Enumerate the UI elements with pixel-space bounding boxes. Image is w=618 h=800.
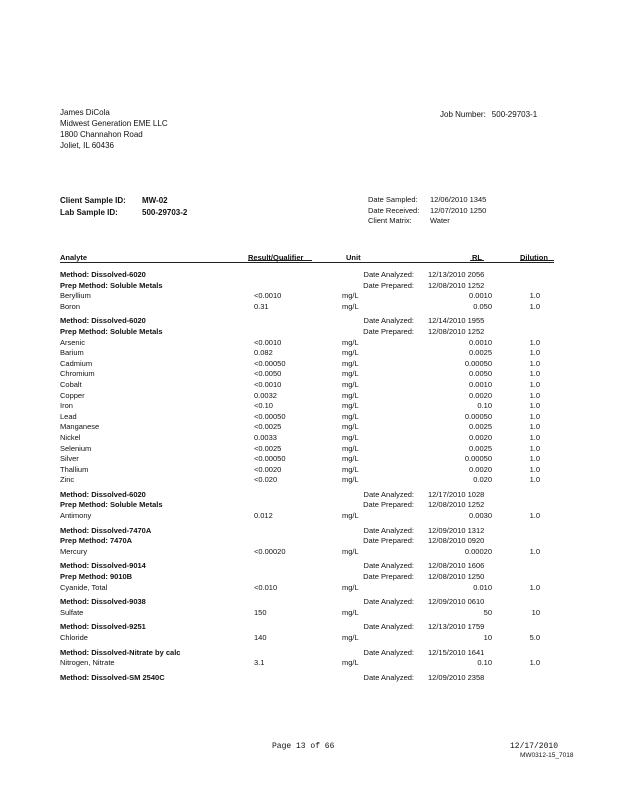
unit-value: mg/L [342, 464, 359, 474]
table-row [0, 547, 618, 558]
client-sample-label: Client Sample ID: [60, 196, 126, 205]
rl-value: 0.00050 [464, 411, 492, 421]
method-name: Method: Dissolved-SM 2540C [60, 672, 165, 682]
client-address-block [60, 107, 168, 151]
lab-sample-value: 500-29703-2 [142, 208, 188, 217]
analyte-name: Antimony [60, 511, 92, 521]
unit-value: mg/L [342, 422, 359, 432]
result-value: <0.00020 [254, 546, 286, 556]
rl-value: 0.0050 [469, 369, 492, 379]
table-row [0, 608, 618, 619]
table-row [0, 475, 618, 486]
date-analyzed-label: Date Analyzed: [363, 270, 414, 279]
unit-value: mg/L [342, 337, 359, 347]
date-analyzed-label: Date Analyzed: [363, 647, 414, 657]
date-analyzed-label: Date Analyzed: [363, 561, 414, 571]
method-section [0, 561, 618, 597]
unit-value: mg/L [342, 301, 359, 311]
result-value: <0.020 [254, 475, 278, 485]
method-section [0, 673, 618, 688]
analyte-name: Mercury [60, 546, 88, 556]
dilution-value: 1.0 [529, 291, 540, 301]
analyte-name: Nitrogen, Nitrate [60, 658, 115, 668]
rl-value: 0.10 [477, 401, 492, 411]
unit-value: mg/L [342, 390, 359, 400]
header-underline-result [248, 260, 312, 261]
table-row [0, 359, 618, 370]
table-row [0, 454, 618, 465]
method-row [0, 490, 618, 501]
analyte-name: Chromium [60, 369, 95, 379]
result-value: <0.0020 [254, 464, 282, 474]
prep-method-name: Prep Method: Soluble Metals [60, 280, 163, 290]
table-row [0, 391, 618, 402]
table-row [0, 465, 618, 476]
column-header-unit: Unit [346, 253, 361, 262]
analyte-name: Sulfate [60, 607, 84, 617]
result-value: 3.1 [254, 658, 265, 668]
date-prepared-value: 12/08/2010 1252 [428, 280, 485, 290]
prep-method-name: Prep Method: Soluble Metals [60, 326, 163, 336]
column-header-analyte: Analyte [60, 253, 88, 262]
unit-value: mg/L [342, 401, 359, 411]
method-name: Method: Dissolved-Nitrate by calc [60, 647, 181, 657]
dilution-value: 1.0 [529, 358, 540, 368]
result-value: <0.10 [254, 401, 273, 411]
rl-value: 0.0020 [469, 464, 492, 474]
rl-value: 0.0010 [469, 337, 492, 347]
method-section [0, 597, 618, 622]
dilution-value: 1.0 [529, 432, 540, 442]
date-analyzed-label: Date Analyzed: [363, 622, 414, 632]
analyte-name: Selenium [60, 443, 92, 453]
unit-value: mg/L [342, 607, 359, 617]
method-row [0, 622, 618, 633]
date-analyzed-value: 12/08/2010 1606 [428, 561, 485, 571]
table-row [0, 444, 618, 455]
column-header-rl: RL [472, 253, 482, 262]
date-prepared-value: 12/08/2010 1252 [428, 500, 485, 510]
method-row [0, 597, 618, 608]
result-value: <0.0010 [254, 337, 282, 347]
result-value: 140 [254, 633, 267, 642]
document-stamp: MW0312-15_7018 [520, 752, 574, 759]
dilution-value: 1.0 [529, 369, 540, 379]
prep-method-name: Prep Method: 7470A [60, 536, 133, 546]
dilution-value: 1.0 [529, 582, 540, 592]
method-section [0, 526, 618, 562]
street-address: 1800 Channahon Road [60, 130, 143, 139]
rl-value: 0.0020 [469, 432, 492, 442]
result-value: 0.0033 [254, 432, 277, 442]
analyte-name: Cyanide, Total [60, 582, 108, 592]
result-value: <0.0025 [254, 422, 282, 432]
date-analyzed-value: 12/09/2010 1312 [428, 525, 485, 535]
result-value: <0.0010 [254, 379, 282, 389]
unit-value: mg/L [342, 582, 359, 592]
date-analyzed-label: Date Analyzed: [363, 316, 414, 326]
date-analyzed-value: 12/09/2010 0610 [428, 597, 485, 607]
method-section [0, 316, 618, 490]
section-gap [0, 683, 618, 687]
method-section [0, 622, 618, 647]
date-prepared-label: Date Prepared: [363, 572, 414, 582]
unit-value: mg/L [342, 658, 359, 668]
analyte-name: Chloride [60, 633, 88, 642]
sample-ids [60, 195, 187, 219]
date-analyzed-label: Date Analyzed: [363, 672, 414, 682]
dilution-value: 10 [531, 607, 540, 617]
result-value: 0.31 [254, 301, 269, 311]
rl-value: 0.10 [477, 658, 492, 668]
dilution-value: 1.0 [529, 379, 540, 389]
method-name: Method: Dissolved-9251 [60, 622, 146, 632]
unit-value: mg/L [342, 633, 359, 642]
dilution-value: 1.0 [529, 454, 540, 464]
table-row [0, 302, 618, 313]
unit-value: mg/L [342, 511, 359, 521]
table-row [0, 658, 618, 669]
result-value: <0.0050 [254, 369, 282, 379]
header-rule [60, 262, 554, 263]
dilution-value: 1.0 [529, 337, 540, 347]
result-value: 0.0032 [254, 390, 277, 400]
lab-sample-label: Lab Sample ID: [60, 208, 118, 217]
rl-value: 0.020 [473, 475, 492, 485]
matrix-value: Water [430, 216, 450, 225]
method-section [0, 490, 618, 526]
table-row [0, 433, 618, 444]
rl-value: 0.050 [473, 301, 492, 311]
rl-value: 0.0020 [469, 390, 492, 400]
table-row [0, 412, 618, 423]
date-prepared-value: 12/08/2010 1250 [428, 572, 485, 582]
result-value: 0.012 [254, 511, 273, 521]
column-header-dilution: Dilution [520, 253, 548, 262]
date-prepared-value: 12/08/2010 1252 [428, 326, 485, 336]
header-underline-dilution [520, 260, 554, 261]
date-sampled-label: Date Sampled: [368, 195, 418, 204]
column-header-result: Result/Qualifier [248, 253, 304, 262]
method-row [0, 526, 618, 537]
unit-value: mg/L [342, 291, 359, 301]
analyte-name: Arsenic [60, 337, 86, 347]
contact-name: James DiCola [60, 108, 110, 117]
rl-value: 0.0030 [469, 511, 492, 521]
client-sample-value: MW-02 [142, 196, 168, 205]
dilution-value: 1.0 [529, 443, 540, 453]
method-row [0, 561, 618, 572]
dilution-value: 5.0 [529, 633, 540, 642]
method-name: Method: Dissolved-6020 [60, 489, 146, 499]
dilution-value: 1.0 [529, 464, 540, 474]
prep-method-row [0, 536, 618, 547]
result-value: <0.00050 [254, 358, 286, 368]
rl-value: 0.00020 [464, 546, 492, 556]
method-row [0, 316, 618, 327]
rl-value: 0.0025 [469, 443, 492, 453]
unit-value: mg/L [342, 475, 359, 485]
dilution-value: 1.0 [529, 348, 540, 358]
analyte-name: Zinc [60, 475, 75, 485]
dilution-value: 1.0 [529, 411, 540, 421]
analyte-name: Cadmium [60, 358, 93, 368]
analyte-name: Silver [60, 454, 79, 464]
job-number [440, 110, 537, 119]
unit-value: mg/L [342, 348, 359, 358]
rl-value: 10 [483, 633, 492, 642]
method-name: Method: Dissolved-6020 [60, 316, 146, 326]
method-row [0, 648, 618, 659]
dilution-value: 1.0 [529, 546, 540, 556]
analyte-name: Boron [60, 301, 81, 311]
method-row [0, 673, 618, 684]
unit-value: mg/L [342, 358, 359, 368]
analyte-name: Thallium [60, 464, 89, 474]
unit-value: mg/L [342, 411, 359, 421]
date-sampled-value: 12/06/2010 1345 [430, 195, 487, 204]
date-received-label: Date Received: [368, 205, 420, 215]
method-section [0, 648, 618, 673]
analyte-name: Manganese [60, 422, 100, 432]
table-row [0, 633, 618, 644]
rl-value: 0.00050 [464, 358, 492, 368]
matrix-label: Client Matrix: [368, 216, 412, 225]
result-value: <0.0025 [254, 443, 282, 453]
table-row [0, 511, 618, 522]
prep-method-name: Prep Method: 9010B [60, 572, 133, 582]
dilution-value: 1.0 [529, 401, 540, 411]
rl-value: 0.0025 [469, 348, 492, 358]
unit-value: mg/L [342, 546, 359, 556]
prep-method-name: Prep Method: Soluble Metals [60, 500, 163, 510]
analyte-name: Beryllium [60, 291, 91, 301]
page-number: Page 13 of 66 [272, 742, 335, 751]
footer-date: 12/17/2010 [510, 742, 559, 751]
result-value: <0.010 [254, 582, 278, 592]
table-row [0, 338, 618, 349]
unit-value: mg/L [342, 432, 359, 442]
unit-value: mg/L [342, 379, 359, 389]
table-row [0, 583, 618, 594]
job-number-label: Job Number: [440, 110, 486, 119]
date-analyzed-label: Date Analyzed: [363, 489, 414, 499]
analyte-name: Cobalt [60, 379, 82, 389]
result-value: 150 [254, 607, 267, 617]
unit-value: mg/L [342, 369, 359, 379]
analyte-name: Nickel [60, 432, 81, 442]
date-prepared-label: Date Prepared: [363, 326, 414, 336]
analyte-name: Copper [60, 390, 85, 400]
header-underline-rl [470, 260, 484, 261]
rl-value: 0.010 [473, 582, 492, 592]
table-row [0, 422, 618, 433]
prep-method-row [0, 500, 618, 511]
result-value: 0.082 [254, 348, 273, 358]
method-name: Method: Dissolved-9038 [60, 597, 146, 607]
date-analyzed-value: 12/13/2010 1759 [428, 622, 485, 632]
table-row [0, 380, 618, 391]
prep-method-row [0, 327, 618, 338]
prep-method-row [0, 281, 618, 292]
rl-value: 0.00050 [464, 454, 492, 464]
date-prepared-value: 12/08/2010 0920 [428, 536, 485, 546]
date-analyzed-label: Date Analyzed: [363, 525, 414, 535]
table-row [0, 291, 618, 302]
date-analyzed-value: 12/13/2010 2056 [428, 270, 485, 279]
date-analyzed-value: 12/09/2010 2358 [428, 672, 485, 682]
table-row [0, 369, 618, 380]
results-table [0, 270, 618, 687]
date-analyzed-value: 12/14/2010 1955 [428, 316, 485, 326]
date-prepared-label: Date Prepared: [363, 280, 414, 290]
dilution-value: 1.0 [529, 301, 540, 311]
table-row [0, 348, 618, 359]
method-name: Method: Dissolved-7470A [60, 525, 152, 535]
dilution-value: 1.0 [529, 658, 540, 668]
rl-value: 0.0010 [469, 379, 492, 389]
table-row [0, 401, 618, 412]
unit-value: mg/L [342, 454, 359, 464]
job-number-value: 500-29703-1 [491, 110, 538, 119]
date-analyzed-value: 12/17/2010 1028 [428, 489, 485, 499]
method-name: Method: Dissolved-9014 [60, 561, 146, 571]
dilution-value: 1.0 [529, 390, 540, 400]
result-value: <0.0010 [254, 291, 282, 301]
rl-value: 50 [483, 607, 492, 617]
date-analyzed-value: 12/15/2010 1641 [428, 647, 485, 657]
rl-value: 0.0025 [469, 422, 492, 432]
date-prepared-label: Date Prepared: [363, 500, 414, 510]
unit-value: mg/L [342, 443, 359, 453]
date-received-value: 12/07/2010 1250 [430, 205, 487, 215]
result-value: <0.00050 [254, 454, 286, 464]
city-state-zip: Joliet, IL 60436 [60, 141, 114, 150]
method-name: Method: Dissolved-6020 [60, 270, 146, 279]
date-analyzed-label: Date Analyzed: [363, 597, 414, 607]
method-row [0, 270, 618, 281]
company-name: Midwest Generation EME LLC [60, 119, 168, 128]
analyte-name: Lead [60, 411, 77, 421]
date-prepared-label: Date Prepared: [363, 536, 414, 546]
dilution-value: 1.0 [529, 475, 540, 485]
method-section [0, 270, 618, 316]
prep-method-row [0, 572, 618, 583]
result-value: <0.00050 [254, 411, 286, 421]
sample-info [368, 195, 486, 227]
dilution-value: 1.0 [529, 422, 540, 432]
rl-value: 0.0010 [469, 291, 492, 301]
dilution-value: 1.0 [529, 511, 540, 521]
analyte-name: Barium [60, 348, 84, 358]
analyte-name: Iron [60, 401, 73, 411]
